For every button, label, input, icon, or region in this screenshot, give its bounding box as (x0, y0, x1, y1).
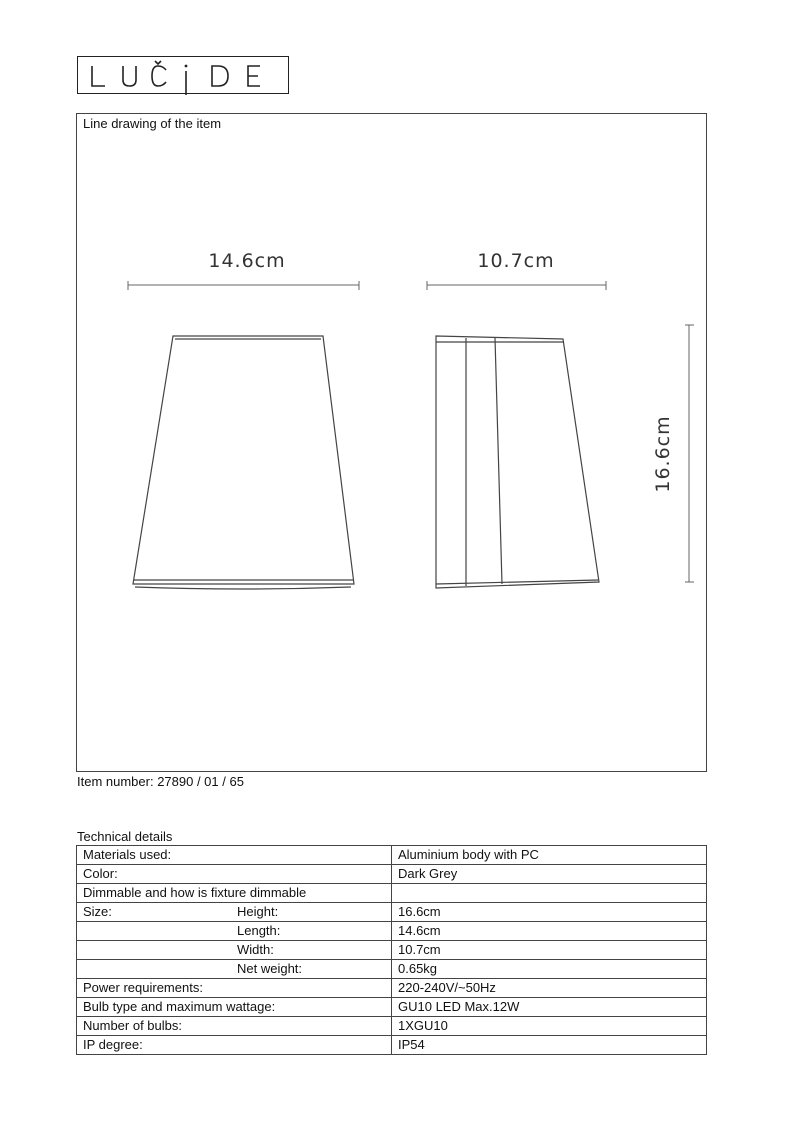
row-value: 220-240V/~50Hz (392, 979, 707, 998)
row-value: 14.6cm (392, 922, 707, 941)
table-row (77, 960, 707, 979)
table-row (77, 903, 707, 922)
width-dimension-line (128, 281, 359, 290)
technical-details-title: Technical details (77, 829, 173, 844)
row-label: Length: (77, 922, 392, 941)
row-value: 0.65kg (392, 960, 707, 979)
depth-dimension-label: 10.7cm (477, 250, 555, 272)
table-row (77, 941, 707, 960)
technical-details-table (76, 845, 707, 1055)
row-label: Number of bulbs: (77, 1017, 392, 1036)
height-dimension-line (685, 325, 694, 582)
row-label: IP degree: (77, 1036, 392, 1055)
drawing-caption: Line drawing of the item (83, 116, 222, 131)
row-label: Dimmable and how is fixture dimmable (77, 884, 392, 903)
brand-logo (77, 56, 289, 94)
row-label: Materials used: (77, 846, 392, 865)
table-row (77, 922, 707, 941)
front-view (133, 336, 354, 589)
table-row (77, 865, 707, 884)
height-dimension-label: 16.6cm (652, 415, 674, 493)
row-value: IP54 (392, 1036, 707, 1055)
item-number: Item number: 27890 / 01 / 65 (77, 774, 244, 789)
row-label: Size: Height: (77, 903, 392, 922)
depth-dimension-line (427, 281, 606, 290)
table-row (77, 979, 707, 998)
row-value: Dark Grey (392, 865, 707, 884)
line-drawing (77, 114, 708, 773)
table-row (77, 1017, 707, 1036)
row-value: 1XGU10 (392, 1017, 707, 1036)
row-label: Width: (77, 941, 392, 960)
row-value: 16.6cm (392, 903, 707, 922)
side-view (436, 336, 599, 588)
row-label: Color: (77, 865, 392, 884)
lucide-logo-lettering (78, 57, 290, 95)
width-dimension-label: 14.6cm (208, 250, 286, 272)
row-label: Bulb type and maximum wattage: (77, 998, 392, 1017)
row-label: Power requirements: (77, 979, 392, 998)
table-row (77, 1036, 707, 1055)
row-value: Aluminium body with PC (392, 846, 707, 865)
line-drawing-panel (76, 113, 707, 772)
row-value: GU10 LED Max.12W (392, 998, 707, 1017)
table-row (77, 998, 707, 1017)
row-value: 10.7cm (392, 941, 707, 960)
row-label: Net weight: (77, 960, 392, 979)
row-value (392, 884, 707, 903)
table-row (77, 884, 707, 903)
table-row (77, 846, 707, 865)
